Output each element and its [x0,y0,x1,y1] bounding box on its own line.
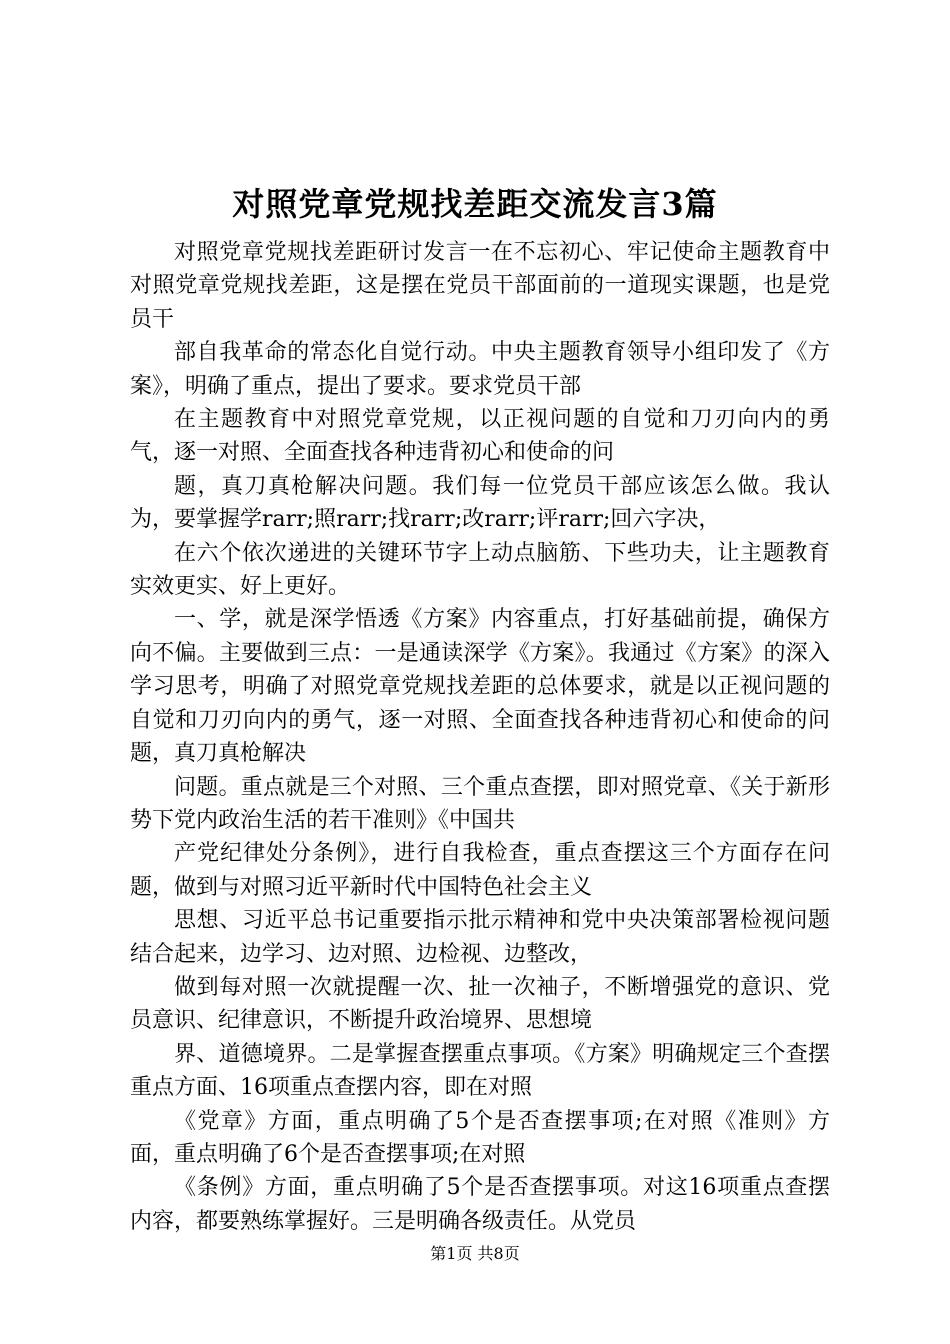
document-body [130,236,830,1238]
paragraph: 在主题教育中对照党章党规，以正视问题的自觉和刀刃向内的勇气，逐一对照、全面查找各种违背初心和使命的问 [130,407,830,466]
page-footer: 第1页 共8页 [430,1244,520,1263]
paragraph: 做到每对照一次就提醒一次、扯一次袖子，不断增强党的意识、党员意识、纪律意识，不断提升政治境界、思想境 [130,974,830,1034]
paragraph: 部自我革命的常态化自觉行动。中央主题教育领导小组印发了《方案》，明确了重点，提出了要求。要求党员干部 [130,340,830,399]
paragraph: 《党章》方面，重点明确了5个是否查摆事项;在对照《准则》方面，重点明确了6个是否查摆事项;在对照 [130,1108,830,1167]
paragraph: 界、道德境界。二是掌握查摆重点事项。《方案》明确规定三个查摆重点方面、16项重点查摆内容，即在对照 [130,1041,830,1101]
paragraph: 题，真刀真枪解决问题。我们每一位党员干部应该怎么做。我认为，要掌握学rarr;照rarr;找rarr;改rarr;评rarr;回六字决， [130,473,830,533]
paragraph: 对照党章党规找差距研讨发言一在不忘初心、牢记使命主题教育中对照党章党规找差距，这是摆在党员干部面前的一道现实课题，也是党员干 [130,240,830,332]
document-title: 对照党章党规找差距交流发言3篇 [232,185,718,223]
paragraph: 一、学，就是深学悟透《方案》内容重点，打好基础前提，确保方向不偏。主要做到三点：一是通读深学《方案》。我通过《方案》的深入学习思考，明确了对照党章党规找差距的总体要求，就是以正视问题的自觉和刀刃向内的勇气，逐一对照、全面查找各种违背初心和使命的问题，真刀真枪解决 [130,607,830,767]
paragraph: 《条例》方面，重点明确了5个是否查摆事项。对这16项重点查摆内容，都要熟练掌握好。三是明确各级责任。从党员 [130,1175,830,1234]
paragraph: 在六个依次递进的关键环节字上动点脑筋、下些功夫，让主题教育实效更实、好上更好。 [130,540,830,600]
paragraph: 问题。重点就是三个对照、三个重点查摆，即对照党章、《关于新形势下党内政治生活的若干准则》《中国共 [130,774,830,833]
paragraph: 产党纪律处分条例》，进行自我检查，重点查摆这三个方面存在问题，做到与对照习近平新时代中国特色社会主义 [130,841,830,900]
paragraph: 思想、习近平总书记重要指示批示精神和党中央决策部署检视问题结合起来，边学习、边对照、边检视、边整改， [130,908,830,967]
